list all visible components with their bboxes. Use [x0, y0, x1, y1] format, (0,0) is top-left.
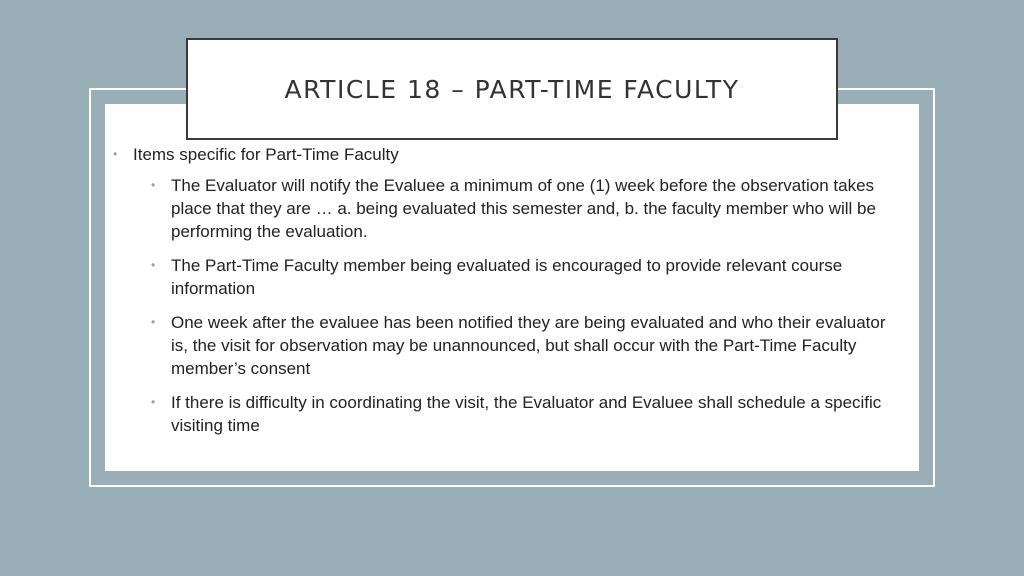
bullet-icon: • [151, 315, 156, 329]
list-item [151, 174, 903, 243]
list-item [113, 143, 903, 166]
list-item [151, 254, 903, 300]
list-item-text: If there is difficulty in coordinating the visit, the Evaluator and Evaluee shall schedule a specific visiting time [171, 393, 882, 435]
bullet-icon: • [151, 395, 156, 409]
list-item [151, 311, 903, 380]
list-item-text: The Evaluator will notify the Evaluee a minimum of one (1) week before the observation takes place that they are … a. being evaluated this semester and, b. the faculty member who will be performing the evaluation. [171, 176, 876, 241]
bullet-icon: • [113, 147, 118, 161]
bullet-icon: • [151, 258, 156, 272]
list-item-text: The Part-Time Faculty member being evaluated is encouraged to provide relevant course information [171, 256, 843, 298]
bullet-icon: • [151, 178, 156, 192]
page-title: ARTICLE 18 – PART-TIME FACULTY [284, 74, 740, 104]
title-box [186, 38, 838, 140]
list-item-text: Items specific for Part-Time Faculty [133, 145, 399, 164]
bullet-list [113, 143, 903, 448]
list-item [151, 391, 903, 437]
list-item-text: One week after the evaluee has been notified they are being evaluated and who their evaluator is, the visit for observation may be unannounced, but shall occur with the Part-Time Faculty member’s consent [171, 313, 886, 378]
